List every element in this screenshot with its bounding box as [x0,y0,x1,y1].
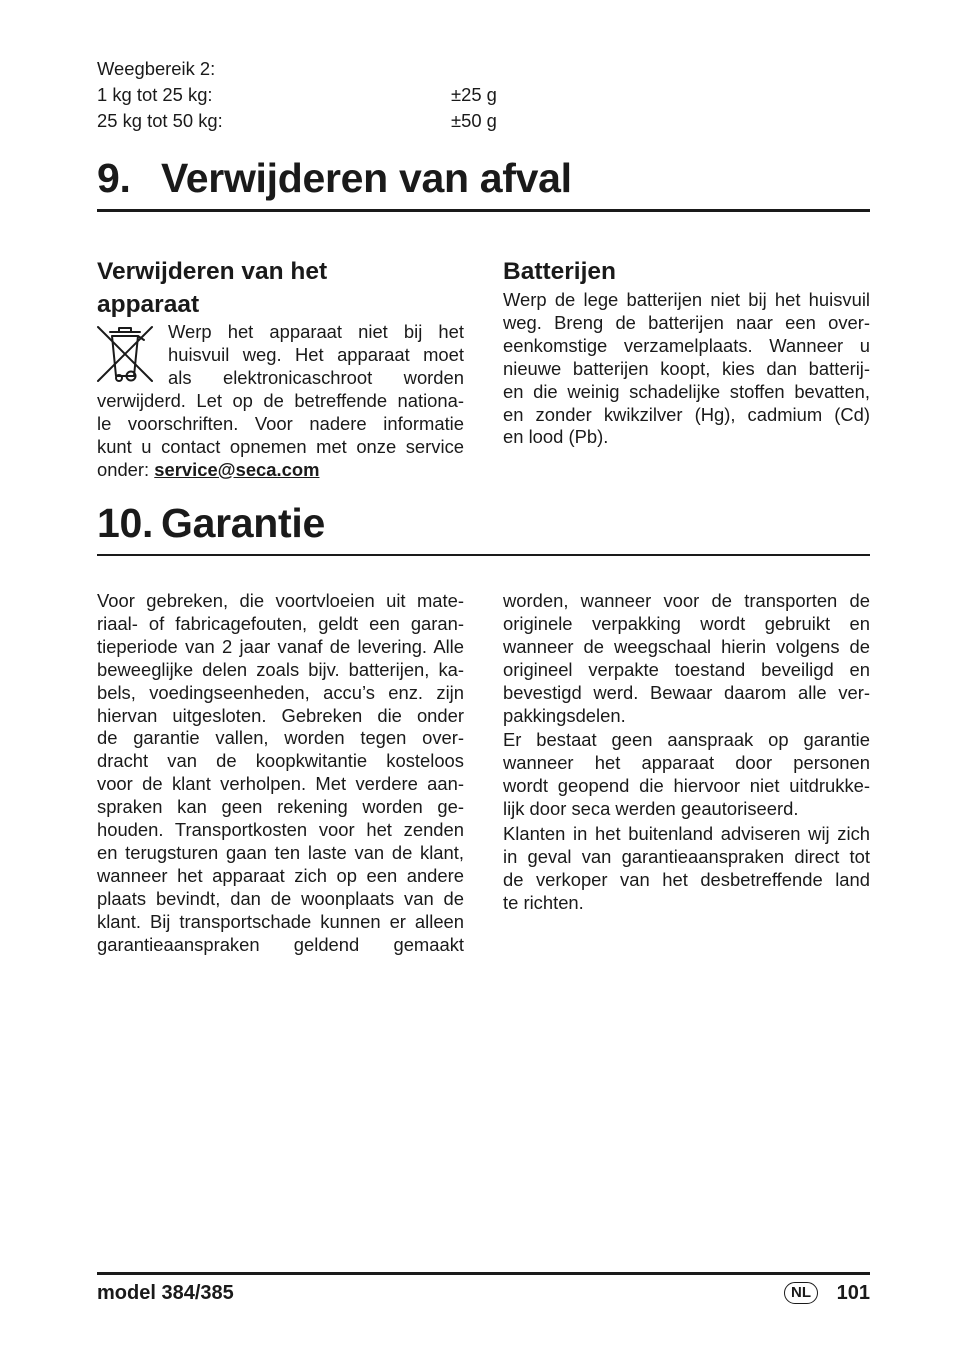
text-line: verwijderd. Let op de betreffende nationa- [97,390,464,411]
batteries-heading: Batterijen [503,258,617,285]
weighing-tolerance-value: ±25 g [451,84,497,105]
text-line: kunt u contact opnemen met onze service [97,435,464,457]
text-line: eenkomstige verzamelplaats. Wanneer u [503,334,870,356]
text-line: wordt geopend die hiervoor niet uitdrukke- [503,775,870,797]
weighing-range-title: Weegbereik 2: [97,58,216,79]
text-line: de verkoper van het desbetreffende land [503,868,870,890]
text-line: spraken kan geen rekening worden ge- [97,796,464,818]
section-9-title: Verwijderen van afval [161,155,572,201]
text-line: worden, wanneer voor de transporten de [503,590,870,611]
text-line: nieuwe batterijen koopt, kies dan batterij- [503,357,870,379]
text-line: de garantie vallen, worden tegen over- [97,727,464,749]
service-email-link[interactable]: service@seca.com [154,458,320,480]
text-line: in geval van garantieaanspraken direct tot [503,845,870,867]
text-line: plaats bevindt, dan de woonplaats van de [97,887,464,909]
text-line: en zonder kwikzilver (Hg), cadmium (Cd) [503,403,870,425]
text-line: bels, voedingseenheden, accu’s enz. zijn [97,681,464,703]
section-10-title: Garantie [161,500,325,546]
section-10-number: 10. [97,500,154,546]
text-line: huisvuil weg. Het apparaat moet [168,343,464,365]
section-10-rule [97,554,870,556]
device-disposal-heading-line: Verwijderen van het [97,258,328,285]
text-line: Er bestaat geen aanspraak op garantie [503,729,870,751]
text-line: te richten. [503,891,584,913]
batteries-text [503,289,870,449]
text-line: wanneer het apparaat door personen [503,752,870,774]
text-line: en die weinig schadelijke stoffen bevatten, [503,380,870,402]
device-disposal-text [97,390,464,482]
text-line: weg. Breng de batterijen naar een over- [503,311,870,333]
weighing-range-label: 1 kg tot 25 kg: [97,84,213,105]
text-line: origineel verpakte toestand beveiligd en [503,658,870,680]
footer-model: model 384/385 [97,1282,234,1304]
weighing-range-label: 25 kg tot 50 kg: [97,110,223,131]
footer-rule [97,1272,870,1275]
language-badge: NL [784,1282,818,1304]
text-line: en terugsturen gaan ten laste van de klant, [97,841,464,863]
text-line: Werp de lege batterijen niet bij het huisvuil [503,289,870,310]
text-line: riaal- of fabricagefouten, geldt een garan- [97,612,464,634]
text-line: dracht van de koopkwitantie kosteloos [97,750,464,772]
text-line: Voor gebreken, die voortvloeien uit mate- [97,590,464,611]
page-number: 101 [836,1282,870,1304]
text-line: le voorschriften. Voor nadere informatie [97,412,464,434]
text-line: Klanten in het buitenland adviseren wij zich [503,823,870,845]
text-line: originele verpakking wordt gebruikt en [503,612,870,634]
text-line: voor de klant verholpen. Met verdere aan- [97,773,464,795]
section-9-rule [97,209,870,212]
text-line: beweeglijke delen zoals bijv. batterijen, ka- [97,658,464,680]
text-line: lijk door seca werden geautoriseerd. [503,798,799,820]
text-line: Werp het apparaat niet bij het [168,321,464,342]
device-disposal-heading [97,255,467,321]
text-line: wanneer de weegschaal hierin volgens de [503,635,870,657]
device-disposal-heading-line: apparaat [97,291,200,318]
text-line: als elektronicaschroot worden [168,366,464,388]
paragraph [503,729,870,821]
text-line: hiervan uitgesloten. Gebreken die onder [97,704,464,726]
contact-prefix: onder: [97,458,155,480]
section-10-heading [97,500,325,547]
weighing-range-row-2 [97,110,517,133]
text-line: tieperiode van 2 jaar vanaf de levering. Alle [97,635,464,657]
text-line: garantieaanspraken geldend gemaakt [97,933,464,955]
guarantee-text-column-2 [503,590,870,915]
weighing-range-row-1 [97,84,517,107]
text-line: klant. Bij transportschade kunnen er alleen [97,910,464,932]
text-line [97,459,464,482]
guarantee-text-column-1 [97,590,464,957]
text-line: pakkingsdelen. [503,704,626,726]
section-9-number: 9. [97,155,131,201]
crossed-out-wheelie-bin-icon [96,324,154,384]
paragraph [503,823,870,915]
text-line: en lood (Pb). [503,426,609,448]
section-9-heading [97,155,572,202]
text-line: houden. Transportkosten voor het zenden [97,819,464,841]
text-line: wanneer het apparaat zich op een andere [97,864,464,886]
device-disposal-text-beside-icon [168,321,464,390]
paragraph [503,590,870,727]
weighing-tolerance-value: ±50 g [451,110,497,131]
text-line: bevestigd werd. Bewaar daarom alle ver- [503,681,870,703]
